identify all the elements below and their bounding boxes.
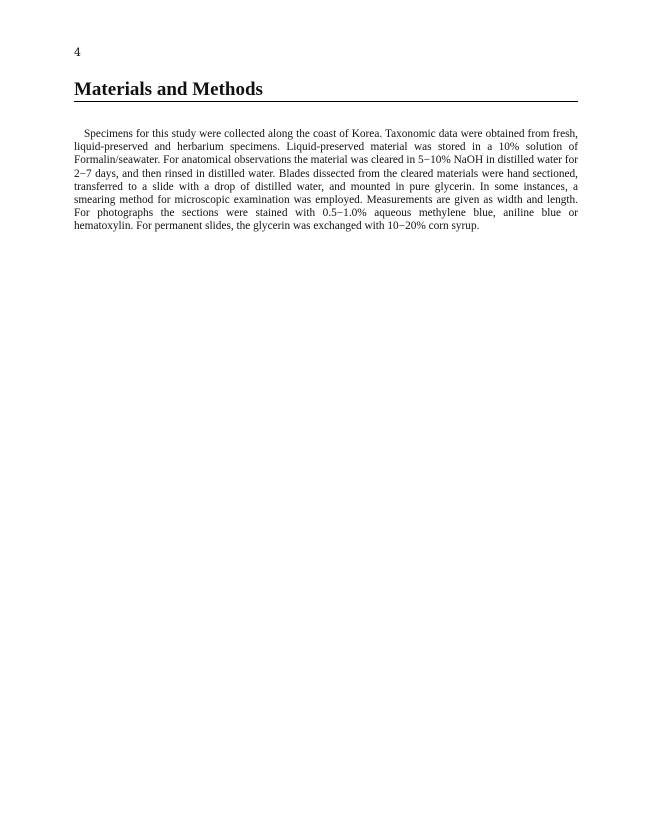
section-heading: Materials and Methods: [74, 79, 578, 102]
methods-paragraph: Specimens for this study were collected along the coast of Korea. Taxonomic data were obtained from fresh, liquid-preserved and herbarium specimens. Liquid-preserved material was stored in a 10% solution of Formalin/seawater. For anatomical observations the material was cleared in 5−10% NaOH in distilled water for 2−7 days, and then rinsed in distilled water. Blades dissected from the cleared materials were hand sectioned, transferred to a slide with a drop of distilled water, and mounted in pure glycerin. In some instances, a smearing method for microscopic examination was employed. Measurements are given as width and length. For photographs the sections were stained with 0.5−1.0% aqueous methylene blue, aniline blue or hematoxylin. For permanent slides, the glycerin was exchanged with 10−20% corn syrup.: [74, 128, 578, 233]
page-number: 4: [74, 46, 81, 59]
